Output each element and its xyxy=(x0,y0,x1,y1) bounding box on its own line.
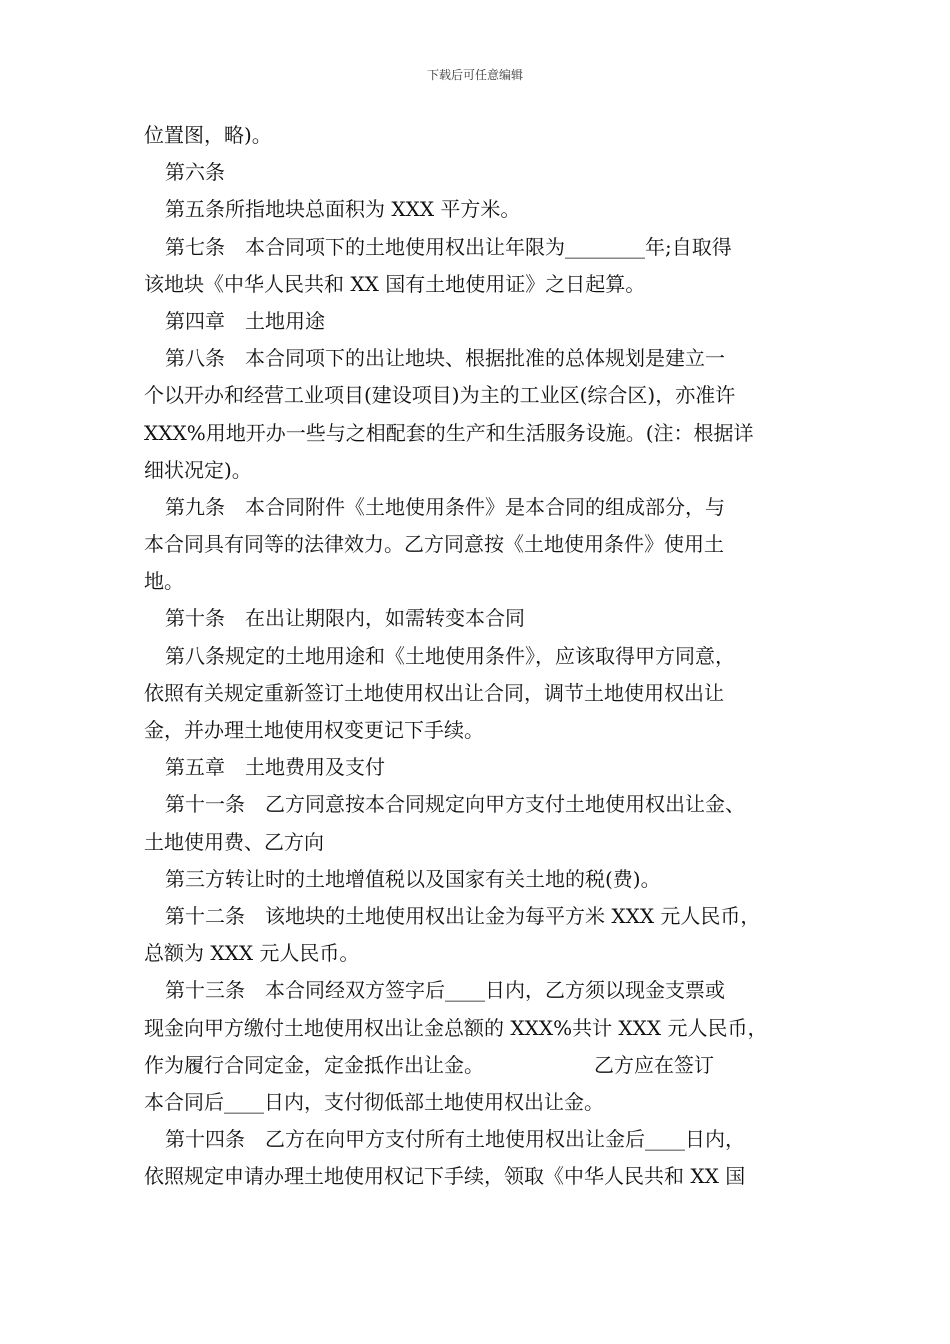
page-header-note: 下载后可任意编辑 xyxy=(426,68,523,82)
text-line: 第九条 本合同附件《土地使用条件》是本合同的组成部分，与 xyxy=(165,494,725,519)
text-line: 细状况定)。 xyxy=(144,457,252,482)
text-line: 第五章 土地费用及支付 xyxy=(165,755,385,780)
text-line: 第十条 在出让期限内，如需转变本合同 xyxy=(165,606,525,631)
text-line: 土地使用费、乙方向 xyxy=(144,829,324,854)
text-line: 位置图，略)。 xyxy=(144,123,272,147)
text-line: 总额为 XXX 元人民币。 xyxy=(144,941,360,966)
text-line: XXX%用地开办一些与之相配套的生产和生活服务设施。(注：根据详 xyxy=(144,420,754,445)
text-line: 个以开办和经营工业项目(建设项目)为主的工业区(综合区)，亦准许 xyxy=(144,383,736,408)
text-line: 第十四条 乙方在向甲方支付所有土地使用权出让金后____日内， xyxy=(165,1127,745,1152)
text-line: 第六条 xyxy=(165,160,225,185)
text-line: 第八条规定的土地用途和《土地使用条件》，应该取得甲方同意， xyxy=(165,643,735,668)
text-line: 本合同后____日内，支付彻低部土地使用权出让金。 xyxy=(144,1089,604,1114)
text-line: 该地块《中华人民共和 XX 国有土地使用证》之日起算。 xyxy=(144,271,646,296)
text-line: 第四章 土地用途 xyxy=(165,308,325,333)
text-line: 第八条 本合同项下的出让地块、根据批准的总体规划是建立一 xyxy=(165,346,725,371)
text-line: 第十一条 乙方同意按本合同规定向甲方支付土地使用权出让金、 xyxy=(165,792,745,817)
text-line: 第三方转让时的土地增值税以及国家有关土地的税(费)。 xyxy=(165,866,661,891)
text-line: 地。 xyxy=(144,569,184,594)
text-line: 第五条所指地块总面积为 XXX 平方米。 xyxy=(165,197,521,222)
text-line: 依照有关规定重新签订土地使用权出让合同，调节土地使用权出让 xyxy=(144,680,724,705)
text-line: 依照规定申请办理土地使用权记下手续，领取《中华人民共和 XX 国 xyxy=(144,1164,746,1189)
text-line: 金，并办理土地使用权变更记下手续。 xyxy=(144,718,484,742)
text-line: 现金向甲方缴付土地使用权出让金总额的 XXX%共计 XXX 元人民币， xyxy=(144,1015,768,1040)
text-line: 作为履行合同定金，定金抵作出让金。 乙方应在签订 xyxy=(144,1052,714,1077)
document-body xyxy=(144,117,824,1195)
text-line: 本合同具有同等的法律效力。乙方同意按《土地使用条件》使用土 xyxy=(144,532,724,557)
text-line: 第七条 本合同项下的土地使用权出让年限为________年;自取得 xyxy=(165,234,732,259)
text-line: 第十三条 本合同经双方签字后____日内，乙方须以现金支票或 xyxy=(165,978,725,1003)
text-line: 第十二条 该地块的土地使用权出让金为每平方米 XXX 元人民币， xyxy=(165,903,761,928)
